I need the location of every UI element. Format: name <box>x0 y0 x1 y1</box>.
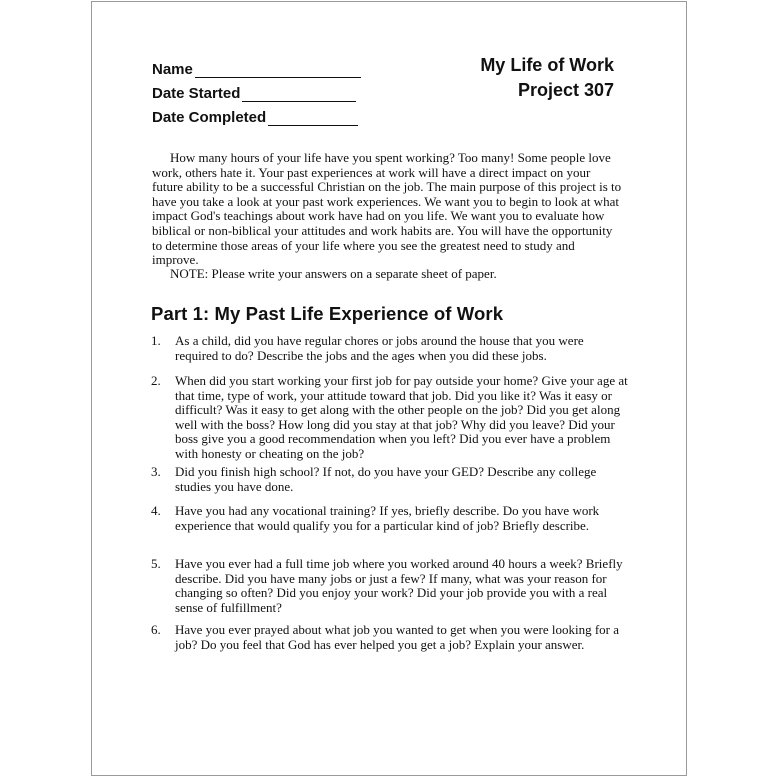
question-number: 2. <box>151 373 161 388</box>
question-text: When did you start working your first job for pay outside your home? Give your age at that time, type of work, your attitude toward that job. Did you like it? Was it easy or difficult? Was it easy to get along with the other people on the job? Did you get along well with the boss? How long did you stay at that job? Why did you leave? Did your boss give you a good recommendation when you left? Did you ever have a problem with honesty or cheating on the job? <box>175 373 628 461</box>
worksheet-title: My Life of Work <box>480 55 614 75</box>
worksheet-page <box>91 1 687 776</box>
name-label: Name <box>152 61 193 78</box>
date-started-label: Date Started <box>152 85 241 102</box>
date-started-blank-line <box>242 88 356 102</box>
date-completed-label: Date Completed <box>152 109 267 126</box>
question-text: Have you ever prayed about what job you wanted to get when you were looking for a job? Do you feel that God has ever helped you get a job? Explain your answer. <box>175 622 620 652</box>
question-item <box>151 623 629 652</box>
question-item <box>151 374 629 462</box>
part-heading: Part 1: My Past Life Experience of Work <box>151 303 504 324</box>
question-text: Have you ever had a full time job where you worked around 40 hours a week? Briefly describe. Did you have many jobs or just a few? If many, what was your reason for changing so often? Did you enjoy your work? Did your job provide you with a real sense of fulfillment? <box>175 556 623 615</box>
question-item <box>151 504 629 533</box>
question-item <box>151 557 629 615</box>
student-info-fields <box>152 54 361 126</box>
question-number: 5. <box>151 556 161 571</box>
question-number: 3. <box>151 464 161 479</box>
question-text: As a child, did you have regular chores or jobs around the house that you were required to do? Describe the jobs and the ages when you did these jobs. <box>175 333 584 363</box>
question-item <box>151 465 629 494</box>
date-completed-field-row <box>152 102 361 126</box>
note-text: NOTE: Please write your answers on a separate sheet of paper. <box>170 266 497 281</box>
project-number: Project 307 <box>517 80 614 100</box>
question-text: Did you finish high school? If not, do you have your GED? Describe any college studies you have done. <box>175 464 597 494</box>
question-number: 1. <box>151 333 161 348</box>
date-completed-blank-line <box>268 112 358 126</box>
title-block <box>480 53 614 103</box>
question-item <box>151 334 629 363</box>
worksheet-header <box>152 54 614 134</box>
date-started-field-row <box>152 78 361 102</box>
intro-paragraph: How many hours of your life have you spent working? Too many! Some people love work, others hate it. Your past experiences at work will have a direct impact on your future ability to be a successful Christian on the job. The main purpose of this project is to have you take a look at your past work experiences. We want you to begin to look at what impact God's teachings about work have had on you life. We want you to evaluate how biblical or non-biblical your attitudes and work habits are. You will have the opportunity to determine those areas of your life where you see the greatest need to study and improve. <box>152 150 622 268</box>
name-blank-line <box>195 64 361 78</box>
name-field-row <box>152 54 361 78</box>
question-text: Have you had any vocational training? If yes, briefly describe. Do you have work experience that would qualify you for a particular kind of job? Briefly describe. <box>175 503 600 533</box>
question-number: 4. <box>151 503 161 518</box>
question-number: 6. <box>151 622 161 637</box>
